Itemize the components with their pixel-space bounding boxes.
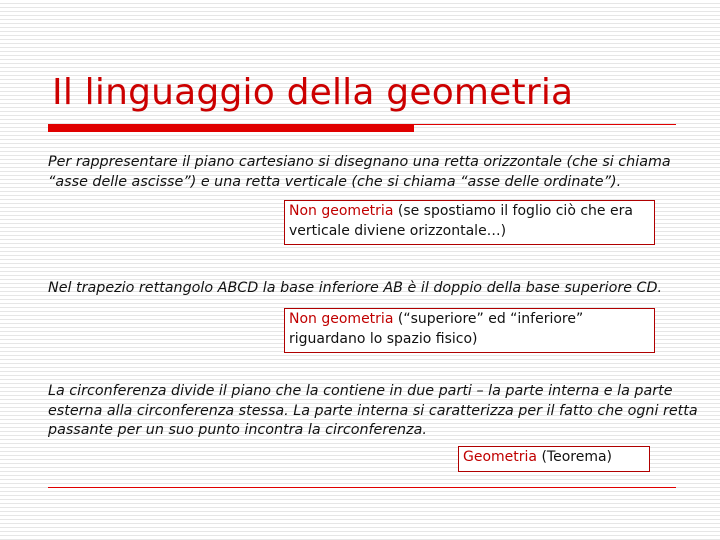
- footer-divider: [48, 487, 676, 488]
- note-box-trapezoid: [284, 308, 655, 353]
- note-box-circumference: [458, 446, 650, 472]
- note-box-cartesian: [284, 200, 655, 245]
- slide-title: Il linguaggio della geometria: [52, 72, 574, 113]
- note-text: (Teorema): [537, 449, 613, 465]
- note-tag: Geometria: [463, 449, 537, 465]
- note-text: (se spostiamo il foglio ciò che era verticale diviene orizzontale…): [289, 203, 633, 239]
- paragraph-cartesian-plane: Per rappresentare il piano cartesiano si disegnano una retta orizzontale (che si chiama “asse delle ascisse”) e una retta verticale (che si chiama “asse delle ordinate”).: [48, 154, 671, 190]
- paragraph-trapezoid: Nel trapezio rettangolo ABCD la base inferiore AB è il doppio della base superiore CD.: [48, 280, 663, 296]
- title-underline-bar: [48, 124, 414, 132]
- paragraph-circumference: La circonferenza divide il piano che la contiene in due parti – la parte interna e la parte esterna alla circonferenza stessa. La parte interna si caratterizza per il fatto che ogni retta passante per un suo punto incontra la circonferenza.: [48, 383, 698, 438]
- note-text: (“superiore” ed “inferiore” riguardano lo spazio fisico): [289, 311, 584, 347]
- note-tag: Non geometria: [289, 311, 394, 327]
- title-underline-line: [414, 124, 676, 125]
- note-tag: Non geometria: [289, 203, 394, 219]
